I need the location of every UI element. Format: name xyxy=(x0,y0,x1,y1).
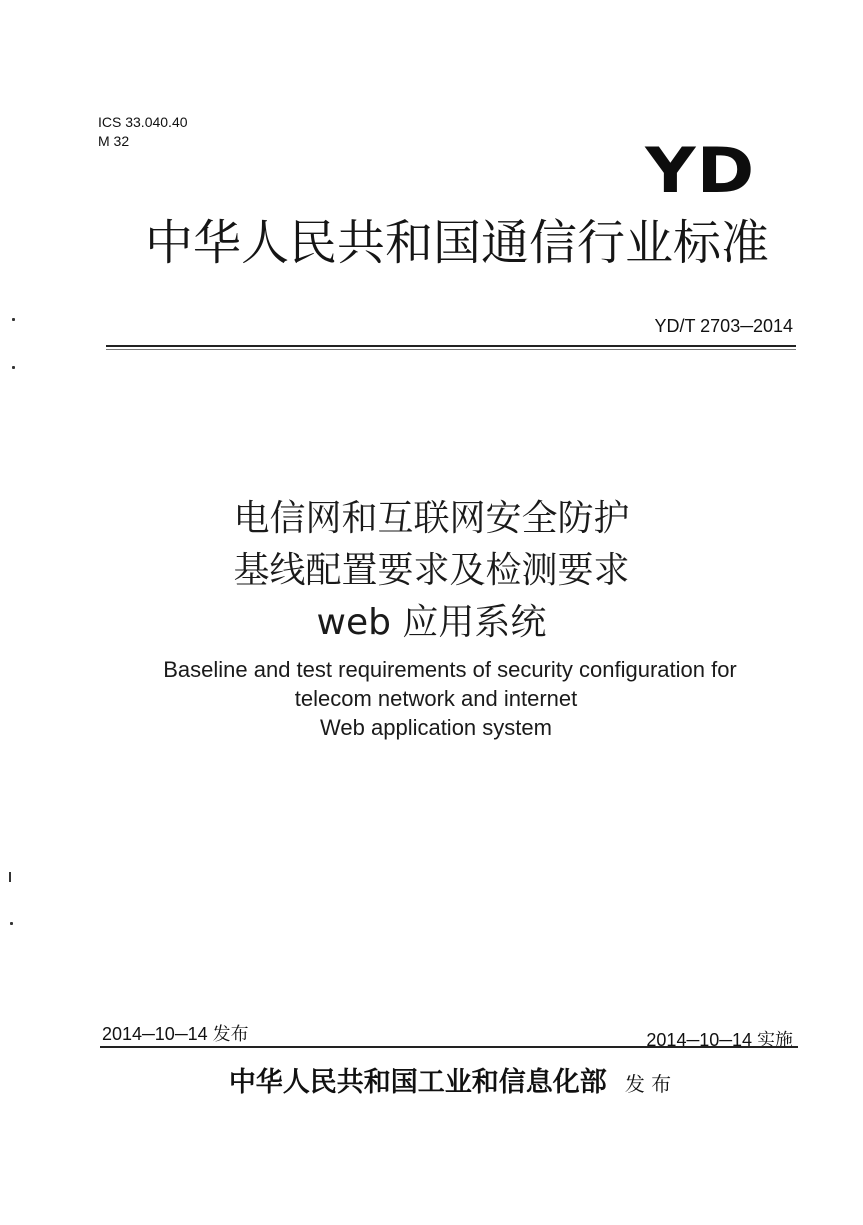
publisher-name: 中华人民共和国工业和信息化部 xyxy=(228,1067,607,1098)
yd-logo: YD xyxy=(644,134,755,207)
scan-speck xyxy=(12,366,15,369)
publisher-line xyxy=(0,1060,863,1099)
publisher-action: 发 布 xyxy=(624,1072,672,1096)
footer-divider xyxy=(100,1046,798,1048)
scan-mark xyxy=(9,872,11,882)
header-divider xyxy=(106,345,796,347)
publish-date: 2014─10─14 发布 xyxy=(102,1024,249,1044)
ics-code-block xyxy=(98,113,188,151)
title-zh-line2: 基线配置要求及检测要求 xyxy=(233,550,630,591)
ics-code: ICS 33.040.40 xyxy=(98,114,188,130)
header-divider-thin xyxy=(106,349,796,350)
standard-number: YD/T 2703─2014 xyxy=(654,316,793,336)
title-en-line1: Baseline and test requirements of security configuration for xyxy=(163,657,737,682)
title-zh-line1: 电信网和互联网安全防护 xyxy=(233,498,630,539)
title-en-line3: Web application system xyxy=(320,715,552,740)
category-code: M 32 xyxy=(98,133,130,149)
title-en-line2: telecom network and internet xyxy=(294,686,578,711)
scan-speck xyxy=(12,318,15,321)
effective-date: 2014─10─14 实施 xyxy=(646,1030,793,1050)
title-zh-line3: web 应用系统 xyxy=(316,602,547,643)
org-title: 中华人民共和国通信行业标准 xyxy=(144,215,769,271)
scan-speck xyxy=(10,922,13,925)
